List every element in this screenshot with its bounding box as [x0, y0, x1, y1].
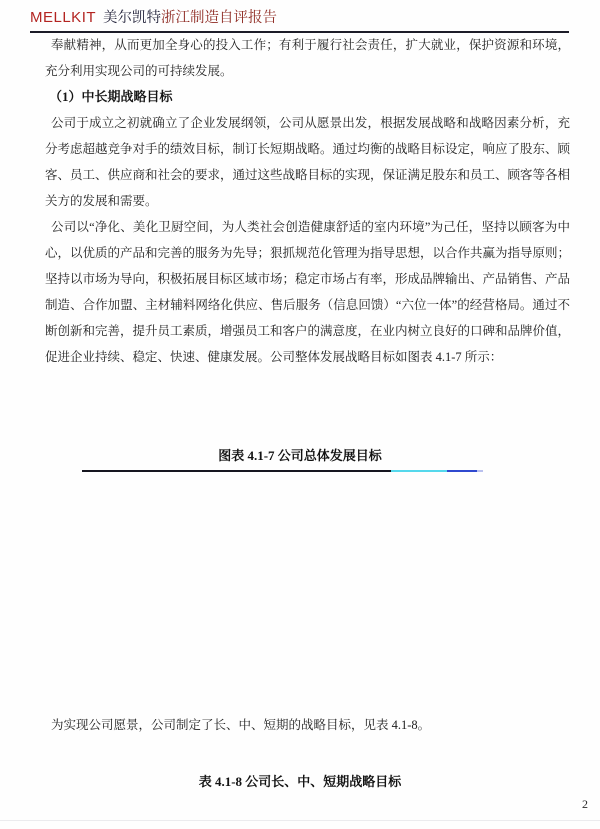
section-heading-mid-long-term-strategy: （1）中长期战略目标	[49, 89, 173, 104]
figure-partial-line	[82, 470, 483, 472]
figure-caption-4-1-7: 图表 4.1-7 公司总体发展目标	[218, 448, 382, 463]
body-content	[45, 32, 570, 370]
paragraph-social-responsibility: 奉献精神，从而更加全身心的投入工作；有利于履行社会责任，扩大就业，保护资源和环境，充分利用实现公司的可持续发展。	[45, 38, 570, 78]
paragraph-strategy-formulation: 公司于成立之初就确立了企业发展纲领，公司从愿景出发，根据发展战略和战略因素分析，充分考虑超越竞争对手的绩效目标，制订长短期战略。通过均衡的战略目标设定，响应了股东、顾客、员工、供应商和社会的要求，通过这些战略目标的实现，保证满足股东和员工、顾客等各相关方的发展和需要。	[45, 116, 571, 208]
page-bottom-edge-line	[0, 820, 600, 821]
closing-paragraph-wrap	[45, 712, 570, 738]
page-number: 2	[582, 797, 588, 811]
table-caption-4-1-8: 表 4.1-8 公司长、中、短期战略目标	[198, 774, 402, 789]
paragraph-company-mission: 公司以“净化、美化卫厨空间，为人类社会创造健康舒适的室内环境”为己任，坚持以顾客为中心，以优质的产品和完善的服务为先导；狠抓规范化管理为指导思想，以合作共赢为指导原则；坚持以市场为导向，积极拓展目标区域市场；稳定市场占有率，形成品牌输出、产品销售、产品制造、合作加盟、主材辅料网络化供应、售后服务（信息回馈）“六位一体”的经营格局。通过不断创新和完善，提升员工素质，增强员工和客户的满意度，在业内树立良好的口碑和品牌价值，促进企业持续、稳定、快速、健康发展。公司整体发展战略目标如图表 4.1-7 所示：	[45, 220, 571, 364]
page-header	[30, 6, 569, 33]
company-name: 美尔凯特	[103, 10, 162, 26]
company-logo-text: MELLKIT	[30, 9, 97, 26]
paragraph-vision-goals: 为实现公司愿景，公司制定了长、中、短期的战略目标，见表 4.1-8。	[51, 718, 431, 732]
report-title: 浙江制造自评报告	[161, 10, 278, 26]
